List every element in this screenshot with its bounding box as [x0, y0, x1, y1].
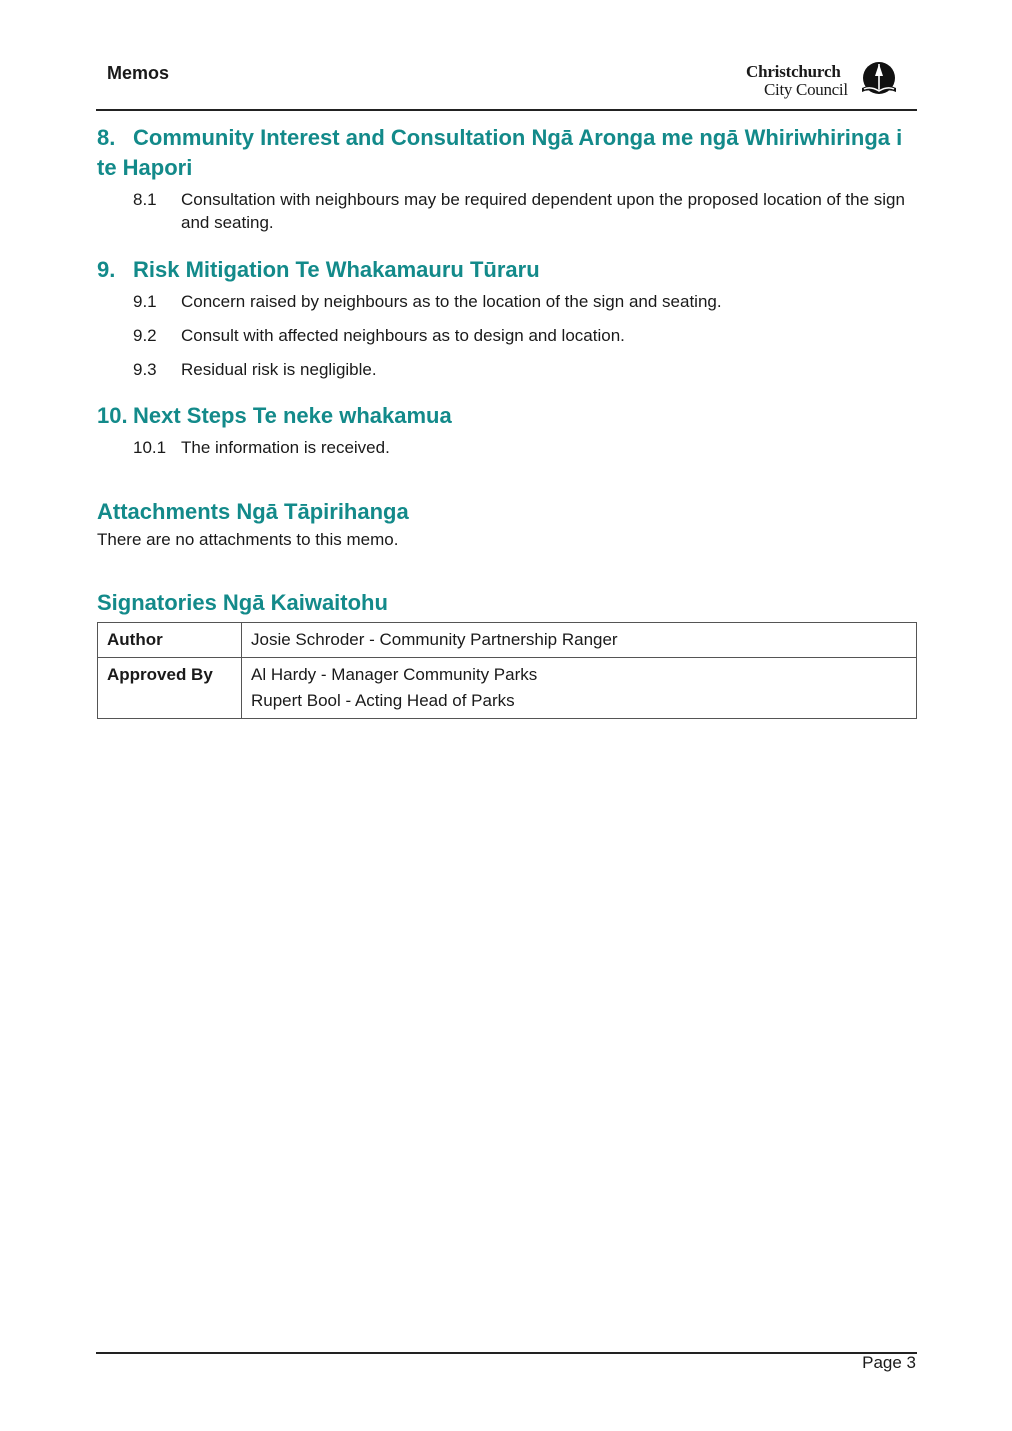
signatory-label: Approved By	[98, 658, 242, 719]
item-text: Consult with affected neighbours as to design and location.	[181, 326, 625, 345]
section-heading-8	[97, 123, 917, 183]
section-heading-9	[97, 255, 540, 285]
attachments-text: There are no attachments to this memo.	[97, 530, 399, 549]
table-row	[98, 658, 917, 719]
section-heading-10	[97, 401, 452, 431]
signatory-line: Josie Schroder - Community Partnership Ranger	[251, 630, 618, 649]
item-number: 9.3	[133, 360, 157, 379]
list-item	[133, 358, 913, 381]
cathedral-icon	[860, 62, 898, 98]
council-logo	[746, 62, 906, 102]
section-number: 9.	[97, 257, 116, 282]
signatory-line: Rupert Bool - Acting Head of Parks	[251, 691, 515, 710]
footer-rule	[96, 1352, 917, 1354]
signatory-line: Al Hardy - Manager Community Parks	[251, 665, 538, 684]
signatory-value	[242, 623, 917, 658]
signatory-label: Author	[98, 623, 242, 658]
table-row	[98, 623, 917, 658]
list-item	[133, 290, 913, 313]
section-number: 8.	[97, 125, 116, 150]
header-title: Memos	[107, 63, 170, 83]
item-text: Residual risk is negligible.	[181, 360, 377, 379]
page-number: Page 3	[862, 1353, 916, 1372]
signatory-value	[242, 658, 917, 719]
section-number: 10.	[97, 403, 128, 428]
list-item	[133, 324, 913, 347]
item-number: 10.1	[133, 438, 167, 457]
logo-line1: Christchurch	[746, 62, 841, 81]
item-number: 8.1	[133, 190, 157, 209]
item-text: Concern raised by neighbours as to the location of the sign and seating.	[181, 292, 722, 311]
item-text: Consultation with neighbours may be required dependent upon the proposed location of the sign and seating.	[181, 190, 905, 232]
item-number: 9.2	[133, 326, 157, 345]
section-title: Community Interest and Consultation Ngā Aronga me ngā Whiriwhiringa i te Hapori	[97, 125, 903, 180]
list-item	[133, 436, 913, 459]
logo-line2: City Council	[764, 80, 848, 99]
header-rule	[96, 109, 917, 111]
signatories-heading: Signatories Ngā Kaiwaitohu	[97, 590, 388, 615]
attachments-heading: Attachments Ngā Tāpirihanga	[97, 499, 409, 524]
item-text: The information is received.	[181, 438, 390, 457]
section-title: Risk Mitigation Te Whakamauru Tūraru	[133, 257, 540, 282]
list-item	[133, 188, 913, 234]
section-title: Next Steps Te neke whakamua	[133, 403, 452, 428]
signatories-table	[97, 622, 917, 719]
item-number: 9.1	[133, 292, 157, 311]
